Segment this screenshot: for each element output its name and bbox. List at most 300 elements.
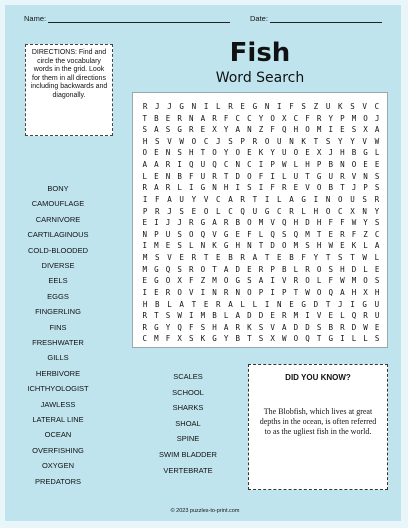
grid-letter[interactable]: C [293,113,299,123]
grid-letter[interactable]: T [258,241,264,251]
grid-letter[interactable]: G [179,102,184,111]
grid-letter[interactable]: Y [328,113,333,123]
grid-letter[interactable]: S [165,125,171,135]
grid-letter[interactable]: H [223,183,229,193]
grid-letter[interactable]: L [351,334,357,344]
grid-letter[interactable]: B [328,322,333,332]
grid-letter[interactable]: E [270,311,275,321]
grid-letter[interactable]: M [154,334,159,344]
grid-letter[interactable]: T [264,253,270,263]
grid-letter[interactable]: G [301,299,306,309]
grid-letter[interactable]: N [235,160,240,170]
grid-letter[interactable]: U [252,206,258,216]
grid-letter[interactable]: A [179,299,184,309]
grid-letter[interactable]: O [247,218,252,228]
grid-letter[interactable]: T [223,171,229,181]
grid-letter[interactable]: R [165,183,171,193]
grid-letter[interactable]: R [216,299,221,309]
grid-letter[interactable]: O [165,276,171,286]
grid-letter[interactable]: I [277,102,282,111]
grid-letter[interactable]: W [305,287,310,297]
grid-letter[interactable]: F [270,183,275,193]
grid-letter[interactable]: S [305,241,310,251]
grid-letter[interactable]: D [305,218,310,228]
grid-letter[interactable]: O [363,276,368,286]
grid-letter[interactable]: I [328,125,333,135]
grid-letter[interactable]: K [212,241,217,251]
grid-letter[interactable]: S [155,136,160,146]
grid-letter[interactable]: F [247,229,252,239]
grid-letter[interactable]: L [363,241,368,251]
grid-letter[interactable]: W [281,160,287,170]
grid-letter[interactable]: R [142,183,148,193]
grid-letter[interactable]: E [293,183,299,193]
grid-letter[interactable]: L [281,171,287,181]
grid-letter[interactable]: M [258,218,264,228]
grid-letter[interactable]: O [338,194,343,204]
grid-letter[interactable]: M [154,241,159,251]
grid-letter[interactable]: N [191,102,197,111]
grid-letter[interactable]: S [177,241,182,251]
grid-letter[interactable]: E [203,299,209,309]
grid-letter[interactable]: V [212,229,217,239]
grid-letter[interactable]: Y [270,148,275,158]
grid-letter[interactable]: E [165,113,171,123]
grid-letter[interactable]: O [191,136,197,146]
grid-letter[interactable]: I [177,160,182,170]
grid-letter[interactable]: V [362,136,367,146]
grid-letter[interactable]: Z [363,229,368,239]
grid-letter[interactable]: Q [281,218,287,228]
grid-letter[interactable]: E [235,229,240,239]
grid-letter[interactable]: B [155,299,160,309]
grid-letter[interactable]: Y [338,136,343,146]
grid-letter[interactable]: G [235,276,240,286]
grid-letter[interactable]: Q [293,229,299,239]
grid-letter[interactable]: O [142,148,148,158]
grid-letter[interactable]: P [270,264,275,274]
grid-letter[interactable]: C [223,160,229,170]
grid-letter[interactable]: D [258,311,264,321]
grid-letter[interactable]: G [362,299,367,309]
grid-letter[interactable]: X [270,334,275,344]
grid-letter[interactable]: I [142,287,148,297]
grid-letter[interactable]: U [293,171,299,181]
grid-letter[interactable]: K [301,136,306,146]
grid-letter[interactable]: I [313,194,319,204]
grid-letter[interactable]: A [228,194,233,204]
grid-letter[interactable]: T [350,253,355,263]
grid-letter[interactable]: G [154,264,159,274]
grid-letter[interactable]: I [270,276,275,286]
grid-letter[interactable]: I [264,299,270,309]
grid-letter[interactable]: R [165,160,171,170]
grid-letter[interactable]: N [363,171,368,181]
grid-letter[interactable]: L [142,171,148,181]
grid-letter[interactable]: P [281,287,287,297]
grid-letter[interactable]: Z [200,276,206,286]
grid-letter[interactable]: N [340,160,345,170]
grid-letter[interactable]: E [374,264,380,274]
grid-letter[interactable]: A [228,299,233,309]
grid-letter[interactable]: S [177,264,182,274]
grid-letter[interactable]: D [313,299,319,309]
grid-letter[interactable]: R [142,311,148,321]
grid-letter[interactable]: P [270,160,275,170]
grid-letter[interactable]: S [165,311,171,321]
grid-letter[interactable]: J [167,206,172,216]
grid-letter[interactable]: R [240,253,245,263]
grid-letter[interactable]: G [316,171,322,181]
grid-letter[interactable]: W [328,241,333,251]
grid-letter[interactable]: I [189,311,194,321]
grid-letter[interactable]: V [351,171,357,181]
grid-letter[interactable]: X [177,334,182,344]
grid-letter[interactable]: V [305,183,310,193]
grid-letter[interactable]: L [258,229,264,239]
grid-letter[interactable]: S [374,218,380,228]
grid-letter[interactable]: Q [200,229,206,239]
grid-letter[interactable]: A [167,194,172,204]
grid-letter[interactable]: Q [189,160,194,170]
grid-letter[interactable]: J [167,102,172,111]
grid-letter[interactable]: F [351,229,357,239]
grid-letter[interactable]: R [340,322,345,332]
name-field[interactable] [24,14,230,23]
grid-letter[interactable]: C [277,206,282,216]
grid-letter[interactable]: D [235,264,240,274]
grid-letter[interactable]: L [374,148,380,158]
grid-letter[interactable]: P [240,136,245,146]
grid-letter[interactable]: A [374,125,380,135]
grid-letter[interactable]: T [191,299,197,309]
grid-letter[interactable]: N [362,206,367,216]
grid-letter[interactable]: G [301,194,306,204]
grid-letter[interactable]: R [177,113,182,123]
grid-letter[interactable]: H [340,264,345,274]
grid-letter[interactable]: H [313,206,319,216]
grid-letter[interactable]: S [228,136,233,146]
grid-letter[interactable]: M [142,253,148,263]
grid-letter[interactable]: B [235,334,240,344]
grid-letter[interactable]: R [235,322,240,332]
grid-letter[interactable]: E [154,171,159,181]
grid-letter[interactable]: I [189,183,194,193]
grid-letter[interactable]: F [165,334,171,344]
grid-letter[interactable]: R [240,194,245,204]
grid-letter[interactable]: E [328,311,333,321]
grid-letter[interactable]: E [247,148,252,158]
grid-letter[interactable]: Q [270,229,275,239]
grid-letter[interactable]: S [179,206,184,216]
grid-letter[interactable]: R [191,253,197,263]
grid-letter[interactable]: P [340,113,345,123]
grid-letter[interactable]: A [281,322,287,332]
grid-letter[interactable]: E [179,253,184,263]
grid-letter[interactable]: J [351,183,357,193]
grid-letter[interactable]: W [374,136,380,146]
grid-letter[interactable]: T [325,299,331,309]
grid-letter[interactable]: U [374,299,380,309]
grid-letter[interactable]: X [177,276,182,286]
grid-letter[interactable]: X [316,148,322,158]
grid-letter[interactable]: S [328,264,333,274]
grid-letter[interactable]: N [247,125,252,135]
grid-letter[interactable]: M [305,229,310,239]
grid-letter[interactable]: S [189,334,194,344]
grid-letter[interactable]: E [305,148,310,158]
date-field[interactable] [250,14,382,23]
grid-letter[interactable]: V [270,322,275,332]
grid-letter[interactable]: T [313,136,319,146]
grid-letter[interactable]: F [189,276,194,286]
grid-letter[interactable]: S [350,102,355,111]
grid-letter[interactable]: L [316,276,322,286]
grid-letter[interactable]: U [328,171,333,181]
grid-letter[interactable]: H [235,241,240,251]
grid-letter[interactable]: Y [374,206,380,216]
grid-letter[interactable]: K [258,148,264,158]
grid-letter[interactable]: L [293,160,299,170]
grid-letter[interactable]: E [154,148,159,158]
grid-letter[interactable]: V [362,102,367,111]
grid-letter[interactable]: A [340,287,345,297]
grid-letter[interactable]: N [264,102,270,111]
grid-letter[interactable]: H [316,218,322,228]
grid-letter[interactable]: V [167,136,172,146]
grid-letter[interactable]: F [189,171,194,181]
grid-letter[interactable]: S [316,322,322,332]
grid-letter[interactable]: B [281,264,287,274]
grid-letter[interactable]: I [203,102,209,111]
grid-letter[interactable]: L [240,299,245,309]
grid-letter[interactable]: D [270,241,275,251]
grid-letter[interactable]: T [316,229,322,239]
grid-letter[interactable]: H [316,241,322,251]
grid-letter[interactable]: A [212,218,217,228]
grid-letter[interactable]: O [293,334,299,344]
grid-letter[interactable]: O [203,206,209,216]
grid-letter[interactable]: Q [240,206,245,216]
grid-letter[interactable]: R [363,311,368,321]
grid-letter[interactable]: O [316,183,322,193]
grid-letter[interactable]: R [228,102,233,111]
grid-letter[interactable]: C [247,160,252,170]
grid-letter[interactable]: A [374,241,380,251]
grid-letter[interactable]: E [374,322,380,332]
grid-letter[interactable]: J [165,218,171,228]
grid-letter[interactable]: T [252,194,258,204]
grid-letter[interactable]: R [293,276,299,286]
grid-letter[interactable]: M [200,311,206,321]
grid-letter[interactable]: I [305,311,310,321]
grid-letter[interactable]: L [293,264,299,274]
grid-letter[interactable]: Y [223,148,229,158]
grid-letter[interactable]: O [247,171,252,181]
grid-letter[interactable]: S [258,322,264,332]
grid-letter[interactable]: R [281,311,287,321]
grid-letter[interactable]: I [258,183,264,193]
grid-letter[interactable]: T [212,264,217,274]
grid-letter[interactable]: W [179,136,184,146]
grid-letter[interactable]: R [189,264,194,274]
grid-letter[interactable]: B [212,311,217,321]
grid-letter[interactable]: H [293,125,299,135]
grid-letter[interactable]: B [235,218,240,228]
grid-letter[interactable]: R [305,264,310,274]
grid-letter[interactable]: M [293,241,299,251]
grid-letter[interactable]: F [328,218,333,228]
grid-letter[interactable]: O [325,206,331,216]
grid-letter[interactable]: Q [212,160,217,170]
grid-letter[interactable]: R [189,218,194,228]
grid-letter[interactable]: E [191,206,197,216]
grid-letter[interactable]: S [177,148,182,158]
grid-letter[interactable]: C [142,334,148,344]
grid-letter[interactable]: A [154,183,159,193]
grid-letter[interactable]: X [281,113,287,123]
grid-letter[interactable]: W [363,322,368,332]
grid-letter[interactable]: L [374,253,380,263]
grid-letter[interactable]: S [374,183,380,193]
grid-letter[interactable]: N [289,136,294,146]
grid-letter[interactable]: Q [328,287,333,297]
grid-letter[interactable]: R [340,171,345,181]
grid-letter[interactable]: F [305,113,310,123]
grid-letter[interactable]: W [340,276,345,286]
grid-letter[interactable]: I [340,334,345,344]
grid-letter[interactable]: Y [258,113,264,123]
grid-letter[interactable]: F [289,102,294,111]
grid-letter[interactable]: S [362,194,367,204]
grid-letter[interactable]: E [277,253,282,263]
grid-letter[interactable]: I [258,160,264,170]
grid-letter[interactable]: H [305,160,310,170]
grid-letter[interactable]: R [212,171,217,181]
grid-letter[interactable]: U [277,136,282,146]
grid-letter[interactable]: L [252,299,258,309]
grid-letter[interactable]: V [203,194,209,204]
grid-letter[interactable]: E [240,102,245,111]
grid-letter[interactable]: G [154,322,159,332]
grid-letter[interactable]: O [316,264,322,274]
grid-letter[interactable]: R [289,206,294,216]
grid-letter[interactable]: E [142,276,148,286]
grid-letter[interactable]: P [258,287,264,297]
grid-letter[interactable]: N [189,113,194,123]
grid-letter[interactable]: I [270,287,275,297]
grid-letter[interactable]: R [223,287,229,297]
grid-letter[interactable]: W [281,334,287,344]
grid-letter[interactable]: D [351,322,357,332]
grid-letter[interactable]: Q [305,334,310,344]
grid-letter[interactable]: V [281,276,287,286]
grid-letter[interactable]: G [200,218,206,228]
grid-letter[interactable]: C [228,206,233,216]
grid-letter[interactable]: X [363,125,368,135]
grid-letter[interactable]: O [351,160,357,170]
grid-letter[interactable]: Y [350,136,355,146]
grid-letter[interactable]: G [363,148,368,158]
grid-letter[interactable]: T [293,287,299,297]
grid-letter[interactable]: P [142,206,148,216]
grid-letter[interactable]: L [216,102,221,111]
grid-letter[interactable]: I [142,194,148,204]
grid-letter[interactable]: K [351,241,357,251]
grid-letter[interactable]: A [289,194,294,204]
grid-letter[interactable]: R [189,125,194,135]
grid-letter[interactable]: S [155,253,160,263]
grid-letter[interactable]: G [177,125,182,135]
grid-letter[interactable]: P [316,160,322,170]
grid-letter[interactable]: S [325,136,331,146]
grid-letter[interactable]: T [305,171,310,181]
grid-letter[interactable]: J [216,136,221,146]
grid-letter[interactable]: R [165,287,171,297]
grid-letter[interactable]: Z [313,102,319,111]
grid-letter[interactable]: G [252,102,258,111]
grid-letter[interactable]: S [281,229,287,239]
grid-letter[interactable]: F [189,322,194,332]
grid-letter[interactable]: C [247,113,252,123]
grid-letter[interactable]: R [155,206,160,216]
grid-letter[interactable]: V [189,287,194,297]
grid-letter[interactable]: H [351,287,357,297]
grid-letter[interactable]: G [223,229,229,239]
grid-letter[interactable]: E [154,287,159,297]
grid-letter[interactable]: T [325,253,331,263]
grid-letter[interactable]: S [258,334,264,344]
grid-letter[interactable]: O [264,136,270,146]
grid-letter[interactable]: J [338,299,343,309]
grid-letter[interactable]: G [223,241,229,251]
grid-letter[interactable]: L [216,206,221,216]
grid-letter[interactable]: B [228,253,233,263]
grid-letter[interactable]: U [374,311,380,321]
grid-letter[interactable]: X [350,206,355,216]
grid-letter[interactable]: P [154,229,159,239]
grid-letter[interactable]: Q [165,264,171,274]
grid-letter[interactable]: T [154,311,159,321]
grid-letter[interactable]: H [142,136,148,146]
grid-letter[interactable]: S [247,276,252,286]
grid-letter[interactable]: L [189,241,194,251]
grid-letter[interactable]: Q [281,125,287,135]
grid-letter[interactable]: O [270,113,275,123]
grid-letter[interactable]: M [293,311,299,321]
grid-letter[interactable]: G [212,334,217,344]
grid-letter[interactable]: M [212,276,217,286]
grid-letter[interactable]: M [142,264,148,274]
grid-letter[interactable]: R [142,322,148,332]
grid-letter[interactable]: R [340,229,345,239]
grid-letter[interactable]: N [165,148,171,158]
grid-letter[interactable]: X [363,287,368,297]
grid-letter[interactable]: O [281,241,287,251]
grid-letter[interactable]: S [142,125,148,135]
grid-letter[interactable]: E [216,253,221,263]
grid-letter[interactable]: T [203,253,209,263]
grid-letter[interactable]: O [305,125,310,135]
grid-letter[interactable]: N [247,241,252,251]
grid-letter[interactable]: B [177,171,182,181]
grid-letter[interactable]: Q [177,322,182,332]
grid-letter[interactable]: U [165,229,171,239]
grid-letter[interactable]: D [235,171,240,181]
grid-letter[interactable]: M [316,125,322,135]
grid-letter[interactable]: B [351,148,357,158]
grid-letter[interactable]: S [351,125,357,135]
